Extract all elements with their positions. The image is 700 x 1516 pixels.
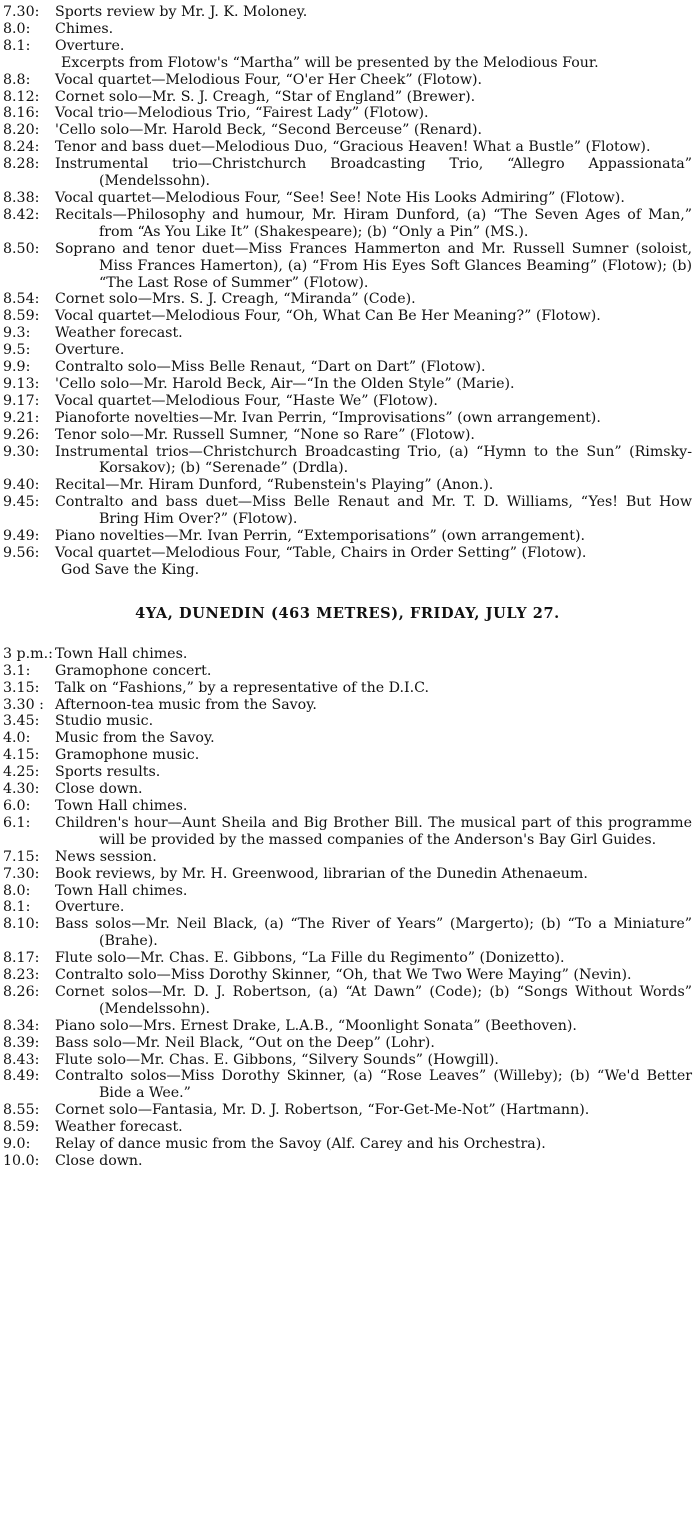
entry-time: 8.23: — [3, 967, 40, 984]
entry-time: 9.40: — [3, 477, 40, 494]
programme-entry — [3, 72, 692, 89]
entry-text: Studio music. — [55, 713, 154, 730]
entry-text: Music from the Savoy. — [55, 730, 215, 747]
entry-time: 9.13: — [3, 375, 40, 392]
entry-text: Overture. — [55, 342, 125, 359]
entry-text: 'Cello solo—Mr. Harold Beck, “Second Berceuse” (Renard). — [55, 122, 483, 139]
entry-text: Town Hall chimes. — [55, 645, 188, 662]
entry-time: 8.16: — [3, 105, 40, 122]
entry-time: 8.0: — [3, 20, 31, 37]
entry-time: 3.30 : — [3, 696, 44, 713]
programme-entry — [3, 798, 692, 815]
closing-anthem: God Save the King. — [61, 561, 200, 578]
programme-entry — [3, 444, 692, 478]
entry-text: Relay of dance music from the Savoy (Alf. Carey and his Orchestra). — [55, 1136, 546, 1153]
entry-time: 9.17: — [3, 392, 40, 409]
entry-time: 8.54: — [3, 291, 40, 308]
entry-time: 8.42: — [3, 206, 40, 223]
programme-entry — [3, 984, 692, 1018]
entry-text: Sports review by Mr. J. K. Moloney. — [55, 4, 308, 20]
entry-time: 8.26: — [3, 983, 40, 1000]
entry-time: 9.30: — [3, 443, 40, 460]
programme-entry — [3, 764, 692, 781]
entry-time: 8.59: — [3, 308, 40, 325]
entry-text: Weather forecast. — [55, 325, 183, 342]
programme-entry — [3, 427, 692, 444]
entry-time: 3.15: — [3, 679, 40, 696]
programme-entry — [3, 747, 692, 764]
entry-text: Tenor solo—Mr. Russell Sumner, “None so Rare” (Flotow). — [55, 426, 475, 443]
entry-text: News session. — [55, 848, 157, 865]
entry-text: Book reviews, by Mr. H. Greenwood, librarian of the Dunedin Athenaeum. — [55, 865, 588, 882]
entry-text: Town Hall chimes. — [55, 797, 188, 814]
programme-entry — [3, 883, 692, 900]
entry-time: 8.55: — [3, 1102, 40, 1119]
entry-time: 8.1: — [3, 899, 31, 916]
programme-entry — [3, 241, 692, 292]
entry-text: Flute solo—Mr. Chas. E. Gibbons, “La Fille du Regimento” (Donizetto). — [55, 950, 565, 967]
entry-time: 9.45: — [3, 494, 40, 511]
programme-entry — [3, 4, 692, 21]
entry-text: Children's hour—Aunt Sheila and Big Brother Bill. The musical part of this programme will be provided by the massed companies of the Anderson's Bay Girl Guides. — [55, 814, 692, 848]
programme-entry — [3, 713, 692, 730]
entry-text: Afternoon-tea music from the Savoy. — [55, 696, 317, 713]
entry-text: Sports results. — [55, 764, 161, 781]
entry-time: 9.26: — [3, 426, 40, 443]
programme-entry — [3, 646, 692, 663]
programme-entry — [3, 477, 692, 494]
programme-entry — [3, 38, 692, 55]
entry-text: Town Hall chimes. — [55, 882, 188, 899]
entry-time: 8.20: — [3, 122, 40, 139]
entry-time: 9.3: — [3, 325, 31, 342]
programme-entry — [3, 207, 692, 241]
entry-text: Overture. — [55, 899, 125, 916]
programme-entry — [3, 122, 692, 139]
programme-entry — [3, 1136, 692, 1153]
programme-entry — [3, 308, 692, 325]
entry-text: Pianoforte novelties—Mr. Ivan Perrin, “Improvisations” (own arrangement). — [55, 409, 601, 426]
entry-time: 8.34: — [3, 1017, 40, 1034]
entry-time: 4.0: — [3, 730, 31, 747]
programme-entry — [3, 1102, 692, 1119]
programme-entry — [3, 291, 692, 308]
programme-entry — [3, 663, 692, 680]
entry-time: 6.0: — [3, 797, 31, 814]
programme-entry — [3, 1119, 692, 1136]
programme-entry — [3, 190, 692, 207]
entry-text: Vocal quartet—Melodious Four, “Table, Chairs in Order Setting” (Flotow). — [55, 545, 587, 561]
entry-time: 4.15: — [3, 747, 40, 764]
entry-text: Contralto and bass duet—Miss Belle Renaut and Mr. T. D. Williams, “Yes! But How Bring Him Over?” (Flotow). — [55, 494, 692, 528]
entry-text: Overture. — [55, 37, 125, 54]
programme-entry — [3, 866, 692, 883]
programme-entry — [3, 950, 692, 967]
programme-entry — [3, 156, 692, 190]
programme-entry — [3, 781, 692, 798]
entry-time: 9.5: — [3, 342, 31, 359]
programme-entry — [3, 21, 692, 38]
entry-text: Talk on “Fashions,” by a representative of the D.I.C. — [55, 679, 429, 696]
entry-time: 9.56: — [3, 545, 40, 561]
entry-text: Contralto solo—Miss Dorothy Skinner, “Oh, that We Two Were Maying” (Nevin). — [55, 967, 632, 984]
entry-time: 10.0: — [3, 1153, 40, 1169]
entry-time: 4.25: — [3, 764, 40, 781]
entry-time: 8.0: — [3, 882, 31, 899]
entry-time: 8.49: — [3, 1068, 40, 1085]
entry-time: 8.50: — [3, 240, 40, 257]
programme-entry — [3, 1018, 692, 1035]
entry-text: Weather forecast. — [55, 1119, 183, 1136]
station-heading: 4YA, DUNEDIN (463 METRES), FRIDAY, JULY 27. — [135, 604, 560, 622]
programme-entry — [3, 528, 692, 545]
entry-text: Close down. — [55, 781, 143, 798]
entry-text: Recital—Mr. Hiram Dunford, “Rubenstein's Playing” (Anon.). — [55, 477, 494, 494]
entry-time: 9.0: — [3, 1136, 31, 1153]
entry-text: 'Cello solo—Mr. Harold Beck, Air—“In the Olden Style” (Marie). — [55, 375, 515, 392]
entry-text: Bass solos—Mr. Neil Black, (a) “The River of Years” (Margerto); (b) “To a Miniature” (Brahe). — [55, 916, 692, 950]
entry-time: 8.10: — [3, 916, 40, 933]
entry-time: 9.49: — [3, 528, 40, 545]
entry-text: Cornet solo—Fantasia, Mr. D. J. Robertson, “For-Get-Me-Not” (Hartmann). — [55, 1102, 590, 1119]
programme-entry — [3, 849, 692, 866]
entry-text: Contralto solos—Miss Dorothy Skinner, (a) “Rose Leaves” (Willeby); (b) “We'd Better Bide a Wee.” — [55, 1068, 692, 1102]
dunedin-programme — [3, 646, 692, 1170]
entry-time: 9.9: — [3, 359, 31, 376]
programme-entry — [3, 342, 692, 359]
entry-text: Vocal quartet—Melodious Four, “See! See! Note His Looks Admiring” (Flotow). — [55, 189, 625, 206]
programme-entry — [3, 105, 692, 122]
programme-entry — [3, 410, 692, 427]
entry-text: Contralto solo—Miss Belle Renaut, “Dart on Dart” (Flotow). — [55, 359, 486, 376]
programme-entry — [3, 916, 692, 950]
programme-entry — [3, 139, 692, 156]
programme-entry — [3, 815, 692, 849]
entry-text: Close down. — [55, 1153, 143, 1169]
entry-time: 8.1: — [3, 37, 31, 54]
entry-time: 8.43: — [3, 1051, 40, 1068]
programme-entry — [3, 899, 692, 916]
entry-text: Piano solo—Mrs. Ernest Drake, L.A.B., “Moonlight Sonata” (Beethoven). — [55, 1017, 577, 1034]
entry-time: 8.8: — [3, 71, 31, 88]
entry-time: 8.38: — [3, 189, 40, 206]
programme-entry — [3, 376, 692, 393]
entry-text: Cornet solo—Mrs. S. J. Creagh, “Miranda” (Code). — [55, 291, 416, 308]
entry-text: Instrumental trios—Christchurch Broadcasting Trio, (a) “Hymn to the Sun” (Rimsky-Korsakov); (b) “Serenade” (Drdla). — [55, 443, 692, 477]
entry-time: 4.30: — [3, 781, 40, 798]
entry-time: 3.45: — [3, 713, 40, 730]
entry-time: 9.21: — [3, 409, 40, 426]
entry-text: Soprano and tenor duet—Miss Frances Hammerton and Mr. Russell Sumner (soloist, Miss Frances Hamerton), (a) “From His Eyes Soft Glances Beaming” (Flotow); (b) “The Last Rose of Summer” (Flotow). — [55, 240, 692, 291]
entry-time: 8.17: — [3, 950, 40, 967]
entry-text: Cornet solo—Mr. S. J. Creagh, “Star of England” (Brewer). — [55, 88, 476, 105]
entry-text: Chimes. — [55, 20, 114, 37]
christchurch-programme — [3, 4, 692, 579]
entry-time: 7.15: — [3, 848, 40, 865]
programme-entry — [3, 1153, 692, 1170]
entry-time: 8.28: — [3, 156, 40, 173]
programme-entry — [3, 967, 692, 984]
entry-time: 6.1: — [3, 814, 31, 831]
programme-note: Excerpts from Flotow's “Martha” will be presented by the Melodious Four. — [61, 54, 599, 71]
entry-time: 3.1: — [3, 662, 31, 679]
programme-entry — [3, 730, 692, 747]
entry-text: Gramophone music. — [55, 747, 200, 764]
entry-time: 8.12: — [3, 88, 40, 105]
programme-entry — [3, 1068, 692, 1102]
entry-time: 7.30: — [3, 4, 40, 20]
entry-text: Tenor and bass duet—Melodious Duo, “Gracious Heaven! What a Bustle” (Flotow). — [55, 139, 651, 156]
entry-text: Cornet solos—Mr. D. J. Robertson, (a) “At Dawn” (Code); (b) “Songs Without Words” (Mendelssohn). — [55, 983, 692, 1017]
programme-entry — [3, 1035, 692, 1052]
entry-time: 8.39: — [3, 1034, 40, 1051]
entry-time: 3 p.m.: — [3, 645, 53, 662]
programme-entry — [3, 393, 692, 410]
entry-text: Vocal quartet—Melodious Four, “Oh, What Can Be Her Meaning?” (Flotow). — [55, 308, 601, 325]
programme-entry — [3, 1052, 692, 1069]
entry-text: Vocal quartet—Melodious Four, “O'er Her Cheek” (Flotow). — [55, 71, 483, 88]
entry-text: Flute solo—Mr. Chas. E. Gibbons, “Silvery Sounds” (Howgill). — [55, 1051, 499, 1068]
programme-entry — [3, 359, 692, 376]
programme-entry — [3, 680, 692, 697]
programme-entry — [3, 697, 692, 714]
entry-text: Instrumental trio—Christchurch Broadcasting Trio, “Allegro Appassionata” (Mendelssohn). — [55, 156, 692, 190]
entry-time: 7.30: — [3, 865, 40, 882]
entry-text: Piano novelties—Mr. Ivan Perrin, “Extemporisations” (own arrangement). — [55, 528, 586, 545]
entry-text: Gramophone concert. — [55, 662, 212, 679]
entry-text: Vocal quartet—Melodious Four, “Haste We” (Flotow). — [55, 392, 438, 409]
entry-text: Vocal trio—Melodious Trio, “Fairest Lady” (Flotow). — [55, 105, 429, 122]
programme-entry — [3, 89, 692, 106]
entry-time: 8.24: — [3, 139, 40, 156]
entry-text: Recitals—Philosophy and humour, Mr. Hiram Dunford, (a) “The Seven Ages of Man,” from “As You Like It” (Shakespeare); (b) “Only a Pin” (MS.). — [55, 206, 692, 240]
programme-entry — [3, 545, 692, 562]
entry-text: Bass solo—Mr. Neil Black, “Out on the Deep” (Lohr). — [55, 1034, 435, 1051]
entry-time: 8.59: — [3, 1119, 40, 1136]
programme-entry — [3, 325, 692, 342]
programme-entry — [3, 494, 692, 528]
